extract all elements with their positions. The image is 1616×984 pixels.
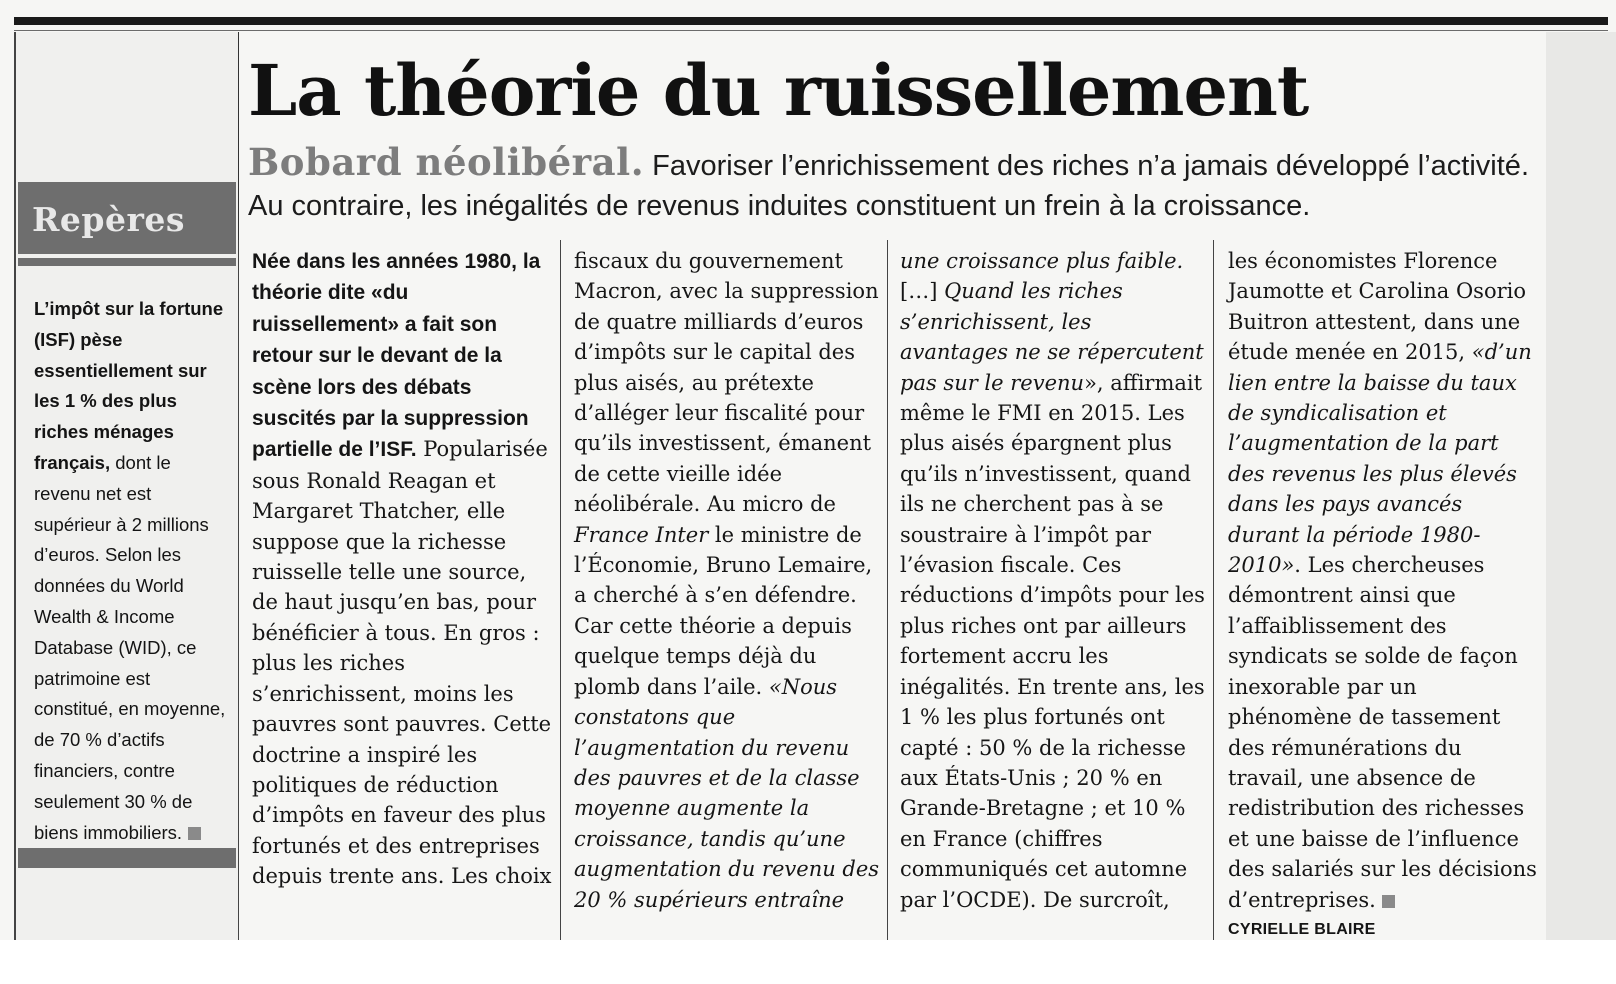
end-mark-icon (1382, 895, 1395, 908)
reperes-heading-band (18, 182, 236, 254)
page-bottom-margin (0, 940, 1616, 984)
article-col2-media: France Inter (574, 522, 709, 547)
article-col2-quote: «Nous constatons que l’augmentation du revenu des pauvres et de la classe moyenne augmente la croissance, tandis qu’une augmentation du revenu des 20 % supérieurs entraîne (574, 674, 880, 912)
reperes-lead: L’impôt sur la fortune (ISF) pèse essentiellement sur les 1 % des plus riches ménages français, (34, 298, 224, 473)
reperes-sidebar (14, 32, 239, 940)
reperes-body: dont le revenu net est supérieur à 2 millions d’euros. Selon les données du World Wealth & Income Database (WID), ce patrimoine est constitué, en moyenne, de 70 % d’actifs financiers, contre seulement 30 % de biens immobiliers. (34, 451, 226, 843)
adjacent-page-edge (1546, 32, 1616, 940)
top-rule-thin (14, 30, 1608, 31)
standfirst-text: Favoriser l’enrichissement des riches n’a jamais développé l’activité. Au contraire, les inégalités de revenus induites constituent un frein à la croissance. (248, 150, 1529, 222)
reperes-divider (18, 258, 236, 266)
column-rule (1213, 240, 1214, 940)
article-col4-text-c: . Les chercheuses démontrent ainsi que l’affaiblissement des syndicats se solde de façon inexorable par un phénomène de tassement des rémunérations du travail, une absence de redistribution des richesses et une baisse de l’influence des salariés sur les décisions d’entreprises. (1228, 553, 1537, 912)
article-column-2 (574, 246, 880, 915)
column-rule (238, 240, 239, 940)
article-col3-quote-a: une croissance plus faible. (900, 249, 1184, 273)
column-rule (560, 240, 561, 940)
article-col3-ellipsis: […] (900, 279, 945, 304)
article-column-4 (1228, 246, 1538, 945)
article-col4-text-a: les économistes Florence Jaumotte et Carolina Osorio Buitron attestent, dans une étude menée en 2015, (1228, 249, 1526, 365)
standfirst: Bobard néolibéral. Favoriser l’enrichissement des riches n’a jamais développé l’activité. Au contraire, les inégalités de revenus induites constituent un frein à la croissance. (248, 140, 1529, 222)
article-title: La théorie du ruissellement (248, 49, 1309, 132)
byline: CYRIELLE BLAIRE (1228, 920, 1376, 938)
article-lead: Née dans les années 1980, la théorie dite «du ruissellement» a fait son retour sur le devant de la scène lors des débats suscités par la suppression partielle de l’ISF. (252, 250, 541, 462)
reperes-text (34, 294, 226, 848)
column-rule (887, 240, 888, 940)
article-col1-body: Popularisée sous Ronald Reagan et Margaret Thatcher, elle suppose que la richesse ruisselle telle une source, de haut jusqu’en bas, pour bénéficier à tous. En gros : plus les riches s’enrichissent, moins les pauvres sont pauvres. Cette doctrine a inspiré les politiques de réduction d’impôts en faveur des plus fortunés et des entreprises depuis trente ans. Les choix (252, 437, 552, 889)
article-col4-quote: «d’un lien entre la baisse du taux de syndicalisation et l’augmentation de la part des revenus les plus élevés dans les pays avancés durant la période 1980-2010» (1228, 340, 1532, 578)
article-col3-text: », affirmait même le FMI en 2015. Les plus aisés épargnent plus qu’ils n’investissent, quand ils ne cherchent pas à se soustraire à l’impôt par l’évasion fiscale. Ces réductions d’impôts pour les plus riches ont par ailleurs fortement accru les inégalités. En trente ans, les 1 % les plus fortunés ont capté : 50 % de la richesse aux États-Unis ; 20 % en Grande-Bretagne ; et 10 % en France (chiffres communiqués cet automne par l’OCDE). De surcroît, (900, 370, 1205, 912)
reperes-footer-band (18, 848, 236, 868)
article-col2-text-c: le ministre de l’Économie, Bruno Lemaire, a cherché à s’en défendre. Car cette théorie a depuis quelque temps déjà du plomb dans l’aile. (574, 522, 873, 699)
kicker: Bobard néolibéral (248, 140, 631, 184)
article-column-1 (252, 246, 552, 892)
article-column-3 (900, 246, 1206, 915)
article-col2-text-a: fiscaux du gouvernement Macron, avec la suppression de quatre milliards d’euros d’impôts sur le capital des plus aisés, au prétexte d’alléger leur fiscalité pour qu’ils investissent, émanent de cette vieille idée néolibérale. Au micro de (574, 249, 879, 517)
article-col3-quote-b: Quand les riches s’enrichissent, les avantages ne se répercutent pas sur le revenu (900, 279, 1204, 395)
reperes-heading: Repères (32, 200, 185, 239)
end-mark-icon (188, 827, 201, 840)
top-rule (14, 17, 1608, 25)
